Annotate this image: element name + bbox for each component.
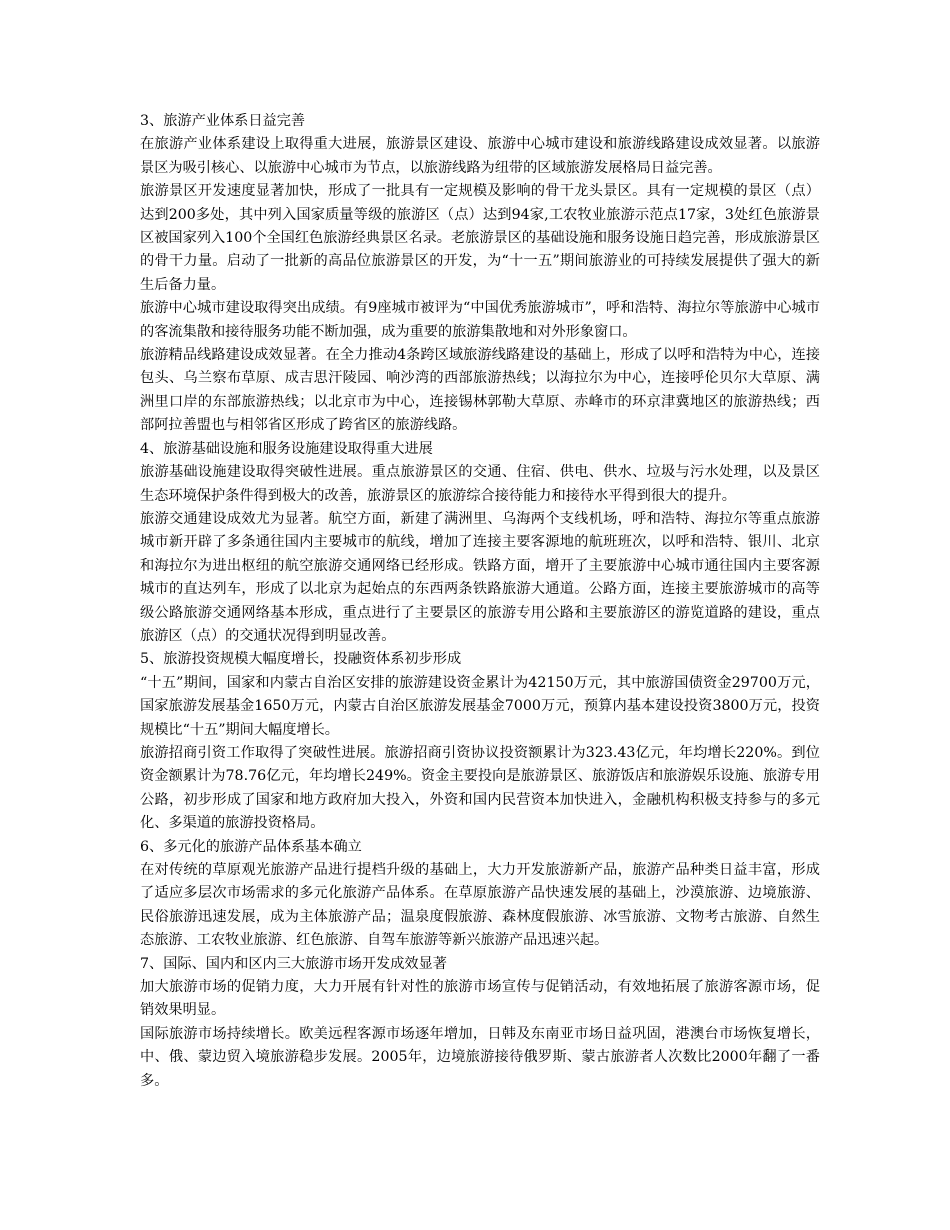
paragraph: 旅游精品线路建设成效显著。在全力推动4条跨区域旅游线路建设的基础上，形成了以呼和浩特为中心，连接包头、乌兰察布草原、成吉思汗陵园、响沙湾的西部旅游热线；以海拉尔为中心，连接呼伦贝尔大草原、满洲里口岸的东部旅游热线；以北京市为中心，连接锡林郭勒大草原、赤峰市的环京津冀地区的旅游热线；西部阿拉善盟也与相邻省区形成了跨省区的旅游线路。 [140,347,820,434]
paragraph: 旅游中心城市建设取得突出成绩。有9座城市被评为“中国优秀旅游城市”，呼和浩特、海拉尔等旅游中心城市的客流集散和接待服务功能不断加强，成为重要的旅游集散地和对外形象窗口。 [140,300,820,340]
paragraph: 旅游基础设施建设取得突破性进展。重点旅游景区的交通、住宿、供电、供水、垃圾与污水处理，以及景区生态环境保护条件得到极大的改善，旅游景区的旅游综合接待能力和接待水平得到很大的提升。 [140,464,820,504]
document-page [140,110,820,1093]
paragraph: 在旅游产业体系建设上取得重大进展，旅游景区建设、旅游中心城市建设和旅游线路建设成效显著。以旅游景区为吸引核心、以旅游中心城市为节点，以旅游线路为纽带的区域旅游发展格局日益完善。 [140,136,820,176]
paragraph: 旅游景区开发速度显著加快，形成了一批具有一定规模及影响的骨干龙头景区。具有一定规模的景区（点）达到200多处，其中列入国家质量等级的旅游区（点）达到94家,工农牧业旅游示范点17家，3处红色旅游景区被国家列入100个全国红色旅游经典景区名录。老旅游景区的基础设施和服务设施日趋完善，形成旅游景区的骨干力量。启动了一批新的高品位旅游景区的开发，为“十一五”期间旅游业的可持续发展提供了强大的新生后备力量。 [140,183,820,293]
section-heading-7: 7、国际、国内和区内三大旅游市场开发成效显著 [140,955,447,972]
section-heading-6: 6、多元化的旅游产品体系基本确立 [140,838,362,855]
section-heading-5: 5、旅游投资规模大幅度增长，投融资体系初步形成 [140,651,462,668]
paragraph: 在对传统的草原观光旅游产品进行提档升级的基础上，大力开发旅游新产品，旅游产品种类日益丰富，形成了适应多层次市场需求的多元化旅游产品体系。在草原旅游产品快速发展的基础上，沙漠旅游、边境旅游、民俗旅游迅速发展，成为主体旅游产品；温泉度假旅游、森林度假旅游、冰雪旅游、文物考古旅游、自然生态旅游、工农牧业旅游、红色旅游、自驾车旅游等新兴旅游产品迅速兴起。 [140,862,820,949]
section-heading-4: 4、旅游基础设施和服务设施建设取得重大进展 [140,440,433,457]
paragraph: 旅游交通建设成效尤为显著。航空方面，新建了满洲里、乌海两个支线机场，呼和浩特、海拉尔等重点旅游城市新开辟了多条通往国内主要城市的航线，增加了连接主要客源地的航班班次，以呼和浩特、银川、北京和海拉尔为进出枢纽的航空旅游交通网络已经形成。铁路方面，增开了主要旅游中心城市通往国内主要客源城市的直达列车，形成了以北京为起始点的东西两条铁路旅游大通道。公路方面，连接主要旅游城市的高等级公路旅游交通网络基本形成，重点进行了主要景区的旅游专用公路和主要旅游区的游览道路的建设，重点旅游区（点）的交通状况得到明显改善。 [140,510,820,644]
paragraph: 旅游招商引资工作取得了突破性进展。旅游招商引资协议投资额累计为323.43亿元，年均增长220%。到位资金额累计为78.76亿元，年均增长249%。资金主要投向是旅游景区、旅游饭店和旅游娱乐设施、旅游专用公路，初步形成了国家和地方政府加大投入，外资和国内民营资本加快进入，金融机构积极支持参与的多元化、多渠道的旅游投资格局。 [140,744,820,832]
paragraph: “十五”期间，国家和内蒙古自治区安排的旅游建设资金累计为42150万元，其中旅游国债资金29700万元，国家旅游发展基金1650万元，内蒙古自治区旅游发展基金7000万元，预算内基本建设投资3800万元，投资规模比“十五”期间大幅度增长。 [140,674,820,738]
paragraph: 加大旅游市场的促销力度，大力开展有针对性的旅游市场宣传与促销活动，有效地拓展了旅游客源市场，促销效果明显。 [140,979,820,1019]
paragraph: 国际旅游市场持续增长。欧美远程客源市场逐年增加，日韩及东南亚市场日益巩固，港澳台市场恢复增长，中、俄、蒙边贸入境旅游稳步发展。2005年，边境旅游接待俄罗斯、蒙古旅游者人次数比2000年翻了一番多。 [140,1025,820,1089]
section-heading-3: 3、旅游产业体系日益完善 [140,113,306,129]
